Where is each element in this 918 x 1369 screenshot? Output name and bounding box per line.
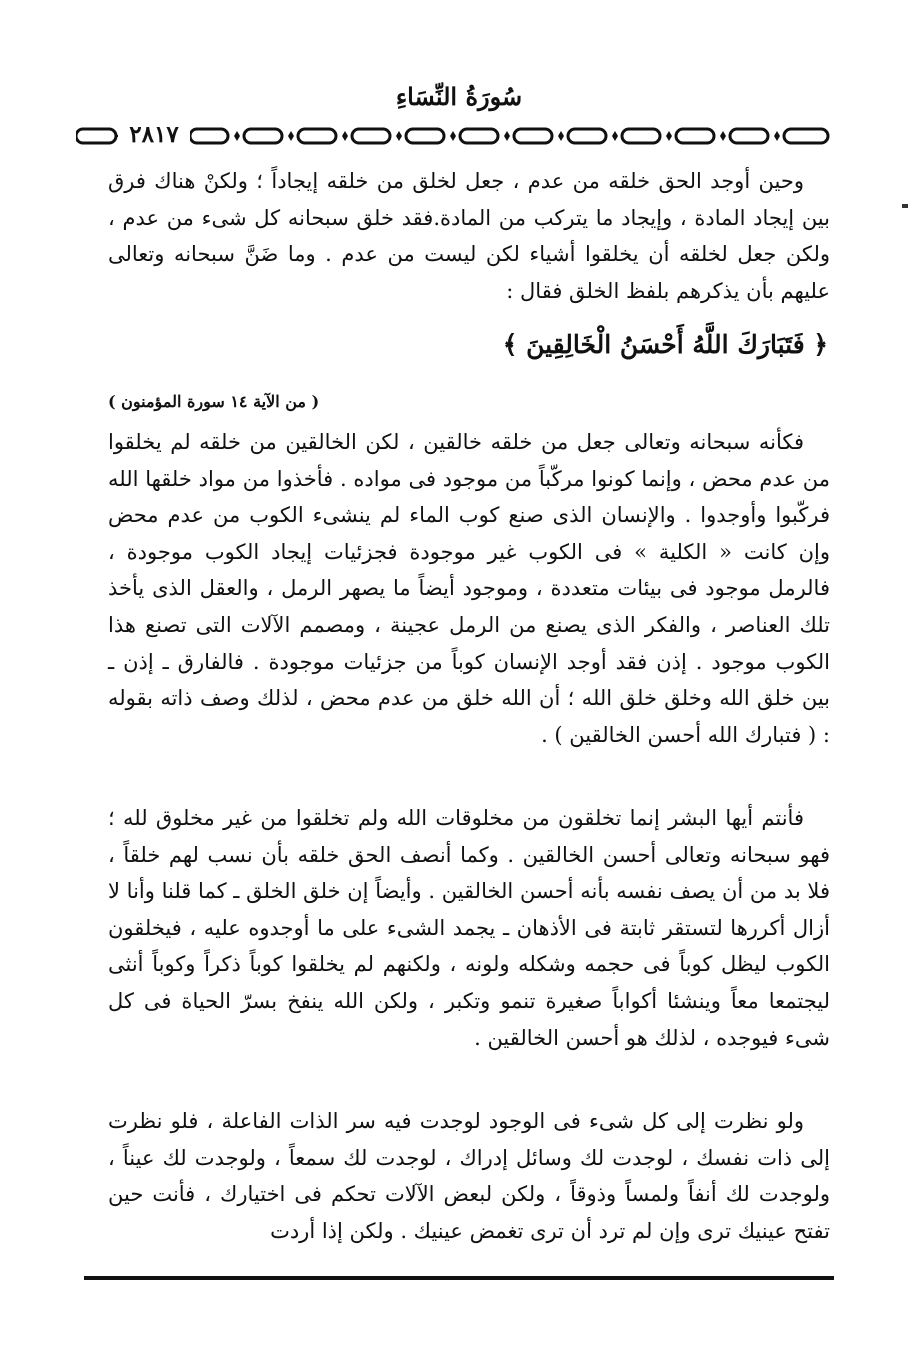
scan-edge-mark	[902, 204, 908, 208]
paragraph-3: فأنتم أيها البشر إنما تخلقون من مخلوقات الله ولم تخلقوا من غير مخلوق لله ؛ فهو سبحانه وتعالى أحسن الخالقين . وكما أنصف الحق خلقه بأن نسب لهم خلقاً ، فلا بد من أن يصف نفسه بأنه أحسن الخالقين . وأيضاً إن خلق الخلق ـ كما قلنا وأنا لا أزال أكررها لتستقر ثابتة فى الأذهان ـ يجمد الشىء على ما أوجدوه عليه ، فيخلقون الكوب ليظل كوباً فى حجمه وشكله ولونه ، ولكنهم لم يخلقوا كوباً ذكراً وكوباً أنثى ليجتمعا معاً وينشئا أكواباً صغيرة تنمو وتكبر ، ولكن الله ينفخ بسرّ الحياة فى كل شىء فيوجده ، لذلك هو أحسن الخالقين .	[108, 806, 830, 1050]
quran-verse: ﴿ فَتَبَارَكَ اللَّهُ أَحْسَنُ الْخَالِقِينَ ﴾	[502, 330, 828, 359]
footer-rule	[84, 1276, 834, 1280]
paragraph-4: ولو نظرت إلى كل شىء فى الوجود لوجدت فيه سر الذات الفاعلة ، فلو نظرت إلى ذات نفسك ، لوجدت لك وسائل إدراك ، لوجدت لك سمعاً ، ولوجدت لك عيناً ، ولوجدت لك أنفاً ولمساً وذوقاً ، ولكن لبعض الآلات تحكم فى اختيارك ، فأنت حين تفتح عينيك ترى وإن لم ترد أن ترى تغمض عينيك . ولكن إذا أردت	[108, 1109, 830, 1243]
ornamental-border	[76, 122, 836, 150]
surah-title: سُورَةُ النِّسَاءِ	[395, 82, 523, 111]
verse-reference: ( من الآية ١٤ سورة المؤمنون )	[108, 392, 320, 411]
paragraph-1: وحين أوجد الحق خلقه من عدم ، جعل لخلق من خلقه إيجاداً ؛ ولكنْ هناك فرق بين إيجاد المادة ، وإيجاد ما يتركب من المادة.فقد خلق سبحانه كل شىء من عدم ، ولكن جعل لخلقه أن يخلقوا أشياء لكن ليست من عدم . وما ضَنَّ سبحانه وتعالى عليهم بأن يذكرهم بلفظ الخلق فقال :	[108, 169, 830, 303]
paragraph-2: فكأنه سبحانه وتعالى جعل من خلقه خالقين ، لكن الخالقين من خلقه لم يخلقوا من عدم محض ، وإنما كونوا مركّباً من موجود فى مواده . فأخذوا من مواد خلقها الله فركّبوا وأوجدوا . والإنسان الذى صنع كوب الماء لم ينشىء الكوب من عدم محض وإن كانت « الكلية » فى الكوب غير موجودة فجزئيات إيجاد الكوب موجودة ، فالرمل موجود فى بيئات متعددة ، وموجود أيضاً ما يصهر الرمل ، والعقل الذى يأخذ تلك العناصر ، والفكر الذى يصنع من الرمل عجينة ، ومصمم الآلات التى تصنع هذا الكوب موجود . إذن فقد أوجد الإنسان كوباً من جزئيات موجودة . فالفارق ـ إذن ـ بين خلق الله وخلق خلق الله ؛ أن الله خلق من عدم محض ، لذلك وصف ذاته بقوله : ( فتبارك الله أحسن الخالقين ) .	[108, 430, 830, 747]
page-number: ٢٨١٧	[118, 121, 190, 149]
